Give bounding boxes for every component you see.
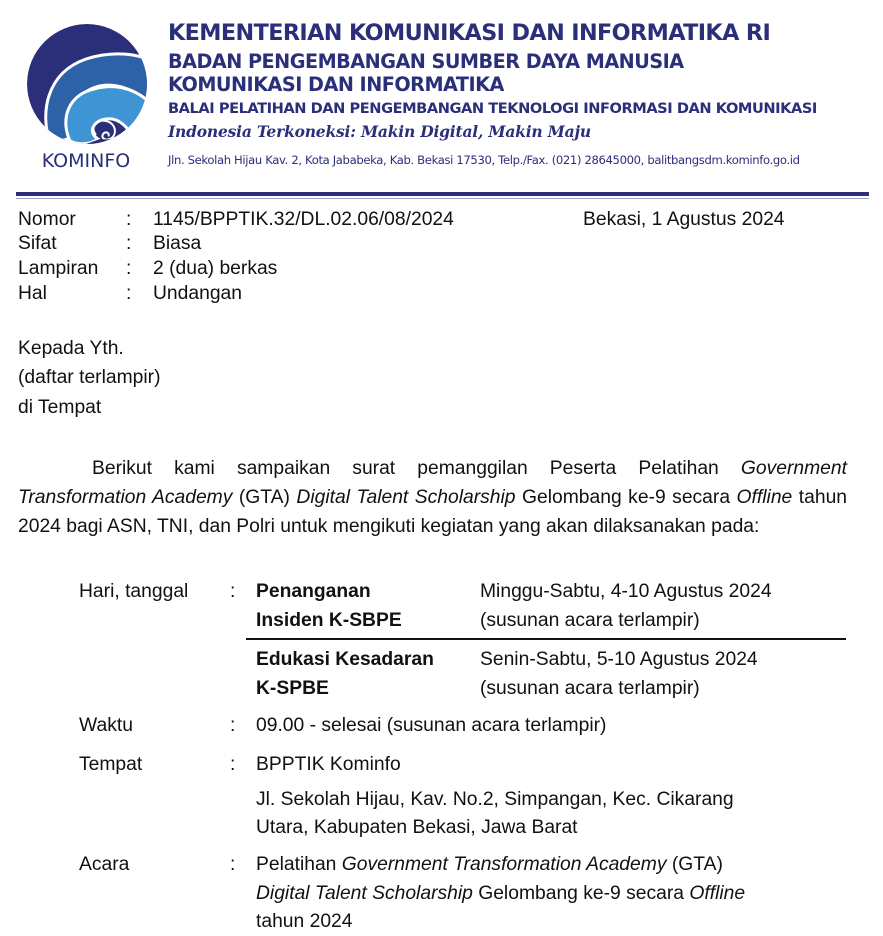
detail-colon: :	[230, 854, 236, 875]
para-italic: Digital Talent Scholarship	[296, 487, 516, 508]
motto: Indonesia Terkoneksi: Makin Digital, Makin Maju	[168, 122, 591, 141]
unit-name: BALAI PELATIHAN DAN PENGEMBANGAN TEKNOLOGI INFORMASI DAN KOMUNIKASI	[168, 100, 817, 117]
tempat-name: BPPTIK Kominfo	[256, 754, 401, 775]
meta-value: 1145/BPPTIK.32/DL.02.06/08/2024	[153, 209, 454, 230]
acara-line	[256, 850, 723, 879]
letterhead-divider	[16, 192, 869, 196]
acara-label: Acara	[79, 854, 130, 875]
acara-text: (GTA)	[666, 854, 723, 875]
acara-italic: Digital Talent Scholarship	[256, 883, 473, 904]
body-paragraph	[18, 454, 847, 541]
acara-text: Gelombang ke-9 secara	[472, 883, 690, 904]
para-text: Gelombang ke-9 secara	[515, 487, 737, 508]
agency-name-line1: BADAN PENGEMBANGAN SUMBER DAYA MANUSIA	[168, 50, 684, 73]
para-text: Berikut kami sampaikan surat pemanggilan Peserta Pelatihan	[92, 458, 741, 479]
program-note: (susunan acara terlampir)	[480, 610, 700, 631]
waktu-label: Waktu	[79, 715, 133, 736]
para-text: (GTA)	[232, 487, 297, 508]
program-divider	[246, 638, 846, 640]
ministry-name: KEMENTERIAN KOMUNIKASI DAN INFORMATIKA RI	[168, 20, 771, 46]
acara-italic: Government Transformation Academy	[341, 854, 667, 875]
detail-colon: :	[230, 581, 236, 602]
meta-colon: :	[126, 258, 132, 279]
program-name: K-SPBE	[256, 678, 329, 699]
acara-line	[256, 879, 745, 908]
program-date: Senin-Sabtu, 5-10 Agustus 2024	[480, 649, 758, 670]
meta-value: Biasa	[153, 233, 202, 254]
acara-line: tahun 2024	[256, 911, 353, 932]
detail-colon: :	[230, 754, 236, 775]
para-italic: Offline	[736, 487, 793, 508]
recipient-salutation: Kepada Yth.	[18, 338, 124, 359]
program-date: Minggu-Sabtu, 4-10 Agustus 2024	[480, 581, 772, 602]
meta-label: Lampiran	[18, 258, 99, 279]
meta-label: Nomor	[18, 209, 76, 230]
agency-name-line2: KOMUNIKASI DAN INFORMATIKA	[168, 73, 504, 96]
letterhead-divider-thin	[16, 198, 869, 199]
waktu-value: 09.00 - selesai (susunan acara terlampir)	[256, 715, 607, 736]
meta-colon: :	[126, 283, 132, 304]
place-date: Bekasi, 1 Agustus 2024	[583, 209, 785, 230]
meta-colon: :	[126, 233, 132, 254]
para-text: tahun 2024 bagi ASN, TNI, dan Polri untuk mengikuti kegiatan yang akan dilaksanakan pada:	[18, 487, 848, 537]
hari-tanggal-label: Hari, tanggal	[79, 581, 189, 602]
kominfo-logo	[26, 23, 148, 145]
meta-value: 2 (dua) berkas	[153, 258, 278, 279]
meta-colon: :	[126, 209, 132, 230]
letterhead-address: Jln. Sekolah Hijau Kav. 2, Kota Jababeka, Kab. Bekasi 17530, Telp./Fax. (021) 28645000, balitbangsdm.kominfo.go.id	[168, 153, 800, 167]
tempat-address: Utara, Kabupaten Bekasi, Jawa Barat	[256, 817, 578, 838]
acara-text: Pelatihan	[256, 854, 342, 875]
tempat-label: Tempat	[79, 754, 143, 775]
program-name: Penanganan	[256, 581, 371, 602]
program-name: Insiden K-SBPE	[256, 610, 402, 631]
logo-wordmark: KOMINFO	[41, 150, 131, 172]
recipient-place: di Tempat	[18, 397, 102, 418]
detail-colon: :	[230, 715, 236, 736]
meta-label: Sifat	[18, 233, 57, 254]
recipient-list: (daftar terlampir)	[18, 367, 161, 388]
program-name: Edukasi Kesadaran	[256, 649, 434, 670]
para-italic: Government Transformation Academy	[18, 458, 847, 508]
tempat-address: Jl. Sekolah Hijau, Kav. No.2, Simpangan, Kec. Cikarang	[256, 789, 734, 810]
meta-label: Hal	[18, 283, 47, 304]
meta-value: Undangan	[153, 283, 242, 304]
program-note: (susunan acara terlampir)	[480, 678, 700, 699]
acara-italic: Offline	[689, 883, 746, 904]
